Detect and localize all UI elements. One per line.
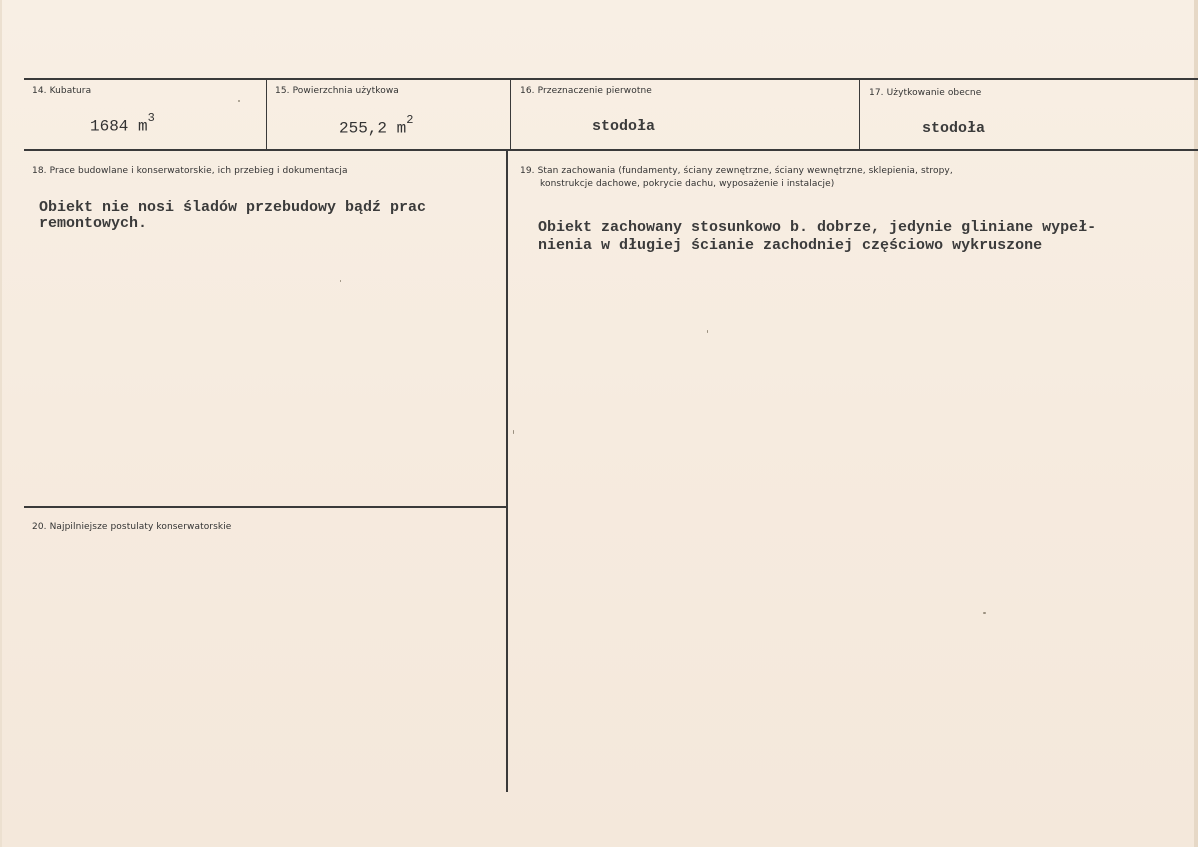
field18-text-line2: remontowych.	[39, 215, 148, 232]
field14-value-text: 1684 m	[90, 117, 148, 136]
field16-label: 16. Przeznaczenie pierwotne	[520, 86, 652, 96]
field14-value	[90, 111, 155, 136]
paper-speck	[707, 330, 708, 333]
field15-value	[339, 113, 414, 138]
paper-speck	[340, 280, 341, 282]
field20-label: 20. Najpilniejsze postulaty konserwatorskie	[32, 522, 232, 532]
row1-bottom-rule	[24, 149, 1198, 151]
field14-unit-exponent: 3	[147, 111, 155, 125]
field19-label-line1: 19. Stan zachowania (fundamenty, ściany zewnętrzne, ściany wewnętrzne, sklepienia, stropy,	[520, 166, 953, 176]
field18-text-line1: Obiekt nie nosi śladów przebudowy bądź prac	[39, 199, 427, 216]
field18-bottom-rule	[24, 506, 507, 508]
field14-label: 14. Kubatura	[32, 86, 92, 96]
field15-label: 15. Powierzchnia użytkowa	[275, 86, 399, 96]
field17-label: 17. Użytkowanie obecne	[869, 88, 982, 98]
field19-text-line2: nienia w długiej ścianie zachodniej częściowo wykruszone	[538, 237, 1043, 254]
top-rule	[24, 78, 1198, 80]
field17-value: stodoła	[922, 120, 986, 137]
divider-15-16	[510, 78, 511, 150]
divider-16-17	[859, 78, 860, 150]
field19-label-line2: konstrukcje dachowe, pokrycie dachu, wyposażenie i instalacje)	[540, 179, 835, 189]
field15-value-text: 255,2 m	[339, 119, 407, 138]
card-left-edge	[0, 0, 2, 847]
divider-14-15	[266, 78, 267, 150]
field18-label: 18. Prace budowlane i konserwatorskie, ich przebieg i dokumentacja	[32, 166, 348, 176]
paper-speck	[238, 100, 240, 102]
field16-value: stodoła	[592, 118, 656, 135]
paper-speck	[513, 430, 514, 434]
paper-speck	[983, 612, 986, 614]
main-column-divider	[506, 150, 508, 792]
field15-unit-exponent: 2	[406, 113, 414, 127]
card-right-edge	[1194, 0, 1198, 847]
field19-text-line1: Obiekt zachowany stosunkowo b. dobrze, jedynie gliniane wypeł-	[538, 219, 1097, 236]
